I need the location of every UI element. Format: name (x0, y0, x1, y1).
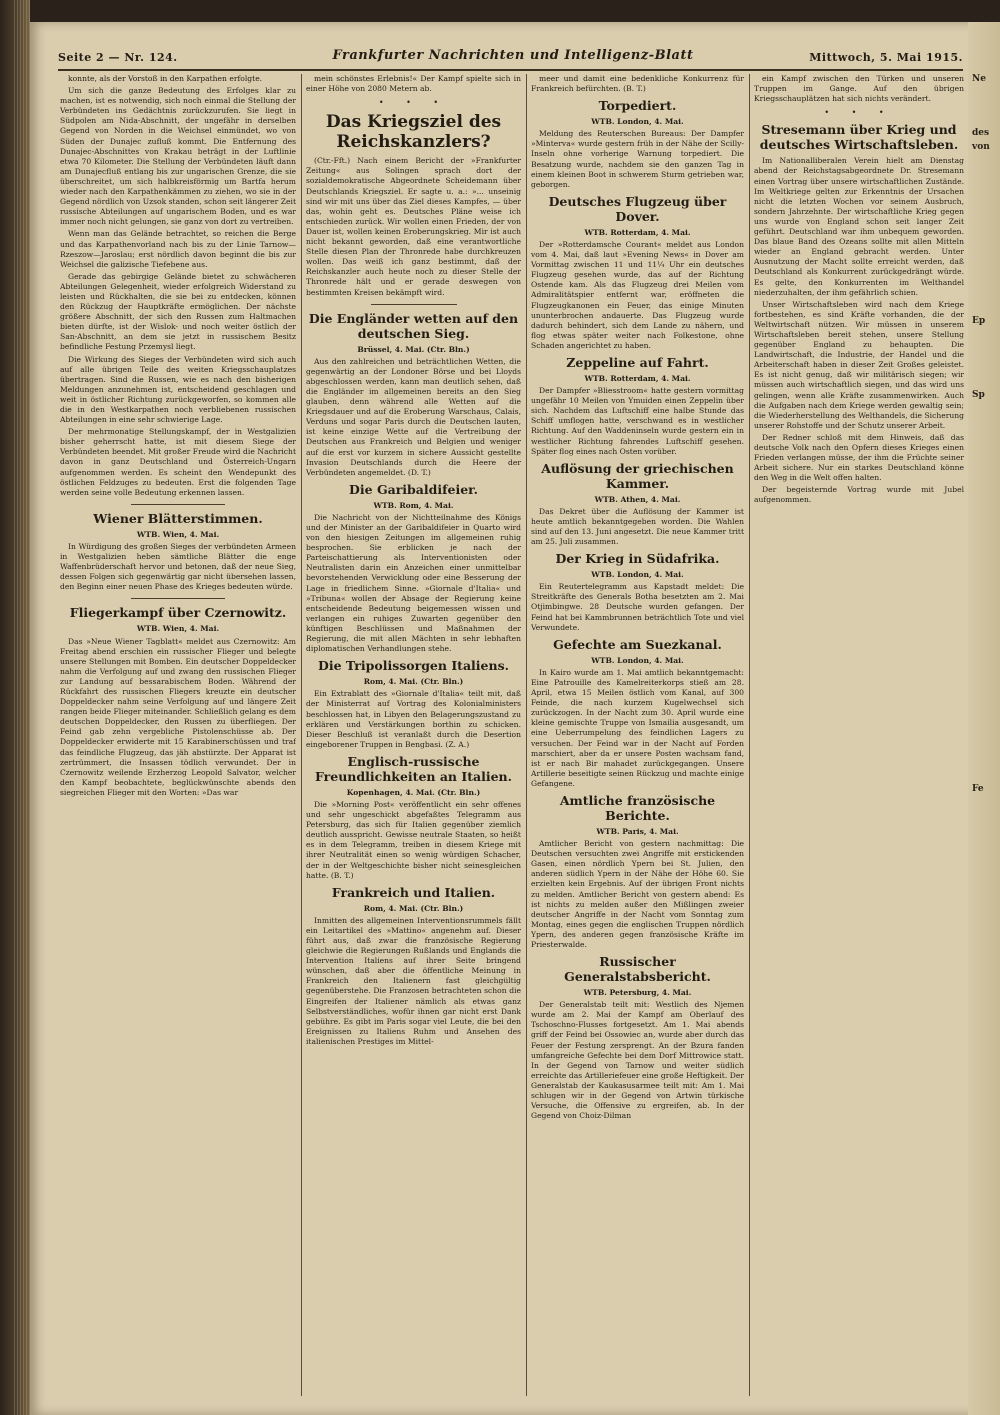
article-headline: Frankreich und Italien. (331, 884, 496, 900)
dateline: WTB. Petersburg, 4. Mai. (583, 988, 692, 998)
article-headline: Torpediert. (598, 98, 677, 114)
column-rule (526, 74, 527, 1396)
paragraph: Der begeisternde Vortrag wurde mit Jubel aufgenommen. (754, 485, 964, 505)
article-headline: Zeppeline auf Fahrt. (566, 354, 709, 370)
paragraph: ein Kampf zwischen den Türken und unseren Truppen im Gange. Auf den übrigen Kriegsschauplätzen hat sich nichts verändert. (754, 74, 964, 104)
edge-fragment: von (972, 142, 990, 152)
column-4 (754, 74, 964, 1394)
dateline: WTB. Rotterdam, 4. Mai. (584, 227, 691, 237)
paragraph: konnte, als der Vorstoß in den Karpathen erfolgte. (68, 74, 263, 83)
article-headline: Die Engländer wetten auf den deutschen Sieg. (308, 310, 519, 341)
paragraph: Amtlicher Bericht von gestern nachmittag: Die Deutschen versuchten zwei Angriffe mit erstickenden Gasen, einen nördlich Ypern bei St. Julien, den anderen südlich Ypern in der Nähe der Höhe 60. Sie erzielten kein Ergebnis. Auf der übrigen Front nichts zu melden. Amtlicher Bericht von gestern abend: Es ist nichts zu melden außer den Mißlingen zweier deutscher Angriffe in der Nacht vom Sonntag zum Montag, eines gegen die englischen Truppen nördlich Ypern, des anderen gegen französische Kräfte im Priesterwalde. (531, 839, 744, 949)
paragraph: Aus den zahlreichen und beträchtlichen Wetten, die gegenwärtig an der Londoner Börse und bei Lloyds abgeschlossen werden, kann man deutlich sehen, daß die Engländer im allgemeinen bereits an den Sieg glauben, denn während alle Wetten auf die Kriegsdauer und auf die Eroberung Warschaus, Calais, Verduns und sogar Paris durch die Deutschen lauten, ist keine einzige Wette auf die Vertreibung der Deutschen aus Frankreich und Belgien und weniger auf die erst vor kurzem in sichere Aussicht gestellte Invasion Deutschlands durch die Heere der Verbündeten angemeldet. (D. T.) (306, 356, 521, 477)
dateline: WTB. Wien, 4. Mai. (136, 529, 220, 539)
paragraph: In Kairo wurde am 1. Mai amtlich bekanntgemacht: Eine Patrouille des Kamelreiterkorps stieß am 28. April, etwa 15 Meilen östlich vom Kanal, auf 300 Feinde, die nach kurzem Kugelwechsel sich zurückzogen. In der Nacht zum 30. April wurde eine kleine gemischte Truppe von Ismailia ausgesandt, um eine Ueberrumpelung des feindlichen Lagers zu versuchen. Der Feind war in der Nacht auf Forden marschiert, aber da er unsere Posten wachsam fand, ist er nach Bir mahadet zurückgegangen. Unsere Artillerie beseitigte seinen Rückzug und machte einige Gefangene. (531, 667, 744, 788)
paragraph: Im Nationalliberalen Verein hielt am Dienstag abend der Reichstagsabgeordnete Dr. Stresemann einen Vortrag über unsere wirtschaftlichen Zustände. Im Weltkriege gelten zur Erkenntnis der Ursachen nicht die letzten Wochen vor seinem Ausbruch, sondern Jahrzehnte. Der wirtschaftliche Krieg gegen uns wurde von England schon seit langer Zeit geführt. Deutschland war ihm unbequem geworden. Das blaue Band des Ozeans sollte mit allen Mitteln wieder an England gebracht werden. Unter Ausnutzung der Macht sollte erreicht werden, daß Deutschland als Konkurrent zurückgedrängt würde. Es gelte, den Konkurrenten im Welthandel niederzuhalten, der ihm gefährlich schien. (754, 156, 964, 297)
paragraph: meer und damit eine bedenkliche Konkurrenz für Frankreich befürchten. (B. T.) (531, 74, 744, 94)
edge-fragment: des (972, 128, 990, 138)
edge-fragment: Sp (972, 390, 985, 400)
article-headline: Die Garibaldifeier. (349, 481, 478, 497)
dateline: WTB. London, 4. Mai. (591, 570, 684, 580)
dateline: WTB. London, 4. Mai. (591, 117, 684, 127)
paragraph: Der Dampfer »Bliesstroom« hatte gestern vormittag ungefähr 10 Meilen von Ymuiden einen Zeppelin über sich. Nachdem das Luftschiff eine halbe Stunde das Schiff umflogen hatte, verschwand es in westlicher Richtung. Auf den Waddeninseln wurde gestern ein in westlicher Richtung fahrendes Luftschiff gesehen. Später flog eines nach Osten vorüber. (531, 386, 744, 456)
paragraph: Das »Neue Wiener Tagblatt« meldet aus Czernowitz: Am Freitag abend erschien ein russischer Flieger und belegte unsere Stellungen mit Bomben. Ein deutscher Doppeldecker nahm die Verfolgung auf und zwang den russischen Flieger zur Landung auf bessarabischem Boden. Während der Rückfahrt des russischen Fliegers kreuzte ein deutscher Doppeldecker nahm seine Verfolgung auf und längere Zeit rangen beide Flieger miteinander. Schließlich gelang es dem deutschen Doppeldecker, den Russen zu überfliegen. Der Feind gab zehn vergebliche Pistolenschüsse ab. Der Doppeldecker erwiderte mit 15 Karabinerschüssen und traf das feindliche Flugzeug, das jäh abstürzte. Der Apparat ist zertrümmert, die Insassen tödlich verwundet. Der in Czernowitz weilende Erzherzog Leopold Salvator, welcher den Kampf beobachtete, beglückwünschte abends den siegreichen Flieger mit den Worten: »Das war (60, 636, 296, 797)
page-header (58, 47, 963, 71)
column-3 (531, 74, 744, 1394)
section-divider (371, 304, 457, 305)
dateline: Kopenhagen, 4. Mai. (Ctr. Bln.) (346, 787, 481, 797)
masthead-title: Frankfurter Nachrichten und Intelligenz-Blatt (332, 48, 694, 63)
article-headline: Englisch-russische Freundlichkeiten an Italien. (315, 753, 512, 784)
article-headline: Die Tripolissorgen Italiens. (318, 658, 509, 674)
edge-fragment: Ne (972, 74, 986, 84)
paragraph: Ein Extrablatt des »Giornale d'Italia« teilt mit, daß der Ministerrat auf Vortrag des Kolonialministers beschlossen hat, in Libyen den Belagerungszustand zu erklären und Verstärkungen borthin zu schicken. Dieser Beschluß ist veranlaßt durch die Desertion eingeborener Truppen in Bengbasi. (Z. A.) (306, 689, 521, 749)
article-headline: Der Krieg in Südafrika. (555, 551, 720, 567)
column-rule (749, 74, 750, 1396)
column-1 (60, 74, 296, 1394)
paragraph: Der »Rotterdamsche Courant« meldet aus London vom 4. Mai, daß laut »Evening News« in Dover am Vormittag zwischen 11 und 11¼ Uhr ein deutsches Flugzeug gesehen wurde, das auf der Richtung Ostende kam. Als das Flugzeug drei Meilen vom Admiralitätspier entfernt war, eröffneten die Flugzeugkanonen ein Feuer, das einige Minuten ununterbrochen andauerte. Das Flugzeug wurde dadurch behindert, sich dem Lande zu nähern, und flog etwas später weiter nach Folkestone, ohne Schaden angerichtet zu haben. (531, 239, 744, 350)
article-headline: Wiener Blätterstimmen. (93, 510, 263, 526)
dateline: WTB. Rom, 4. Mai. (373, 500, 454, 510)
dateline: WTB. Paris, 4. Mai. (596, 826, 679, 836)
dateline: WTB. Athen, 4. Mai. (594, 494, 681, 504)
adjacent-page-edge (968, 22, 1000, 1415)
paragraph: Meldung des Reuterschen Bureaus: Der Dampfer »Minterva« wurde gestern früh in der Nähe der Scilly-Inseln ohne vorherige Warnung torpediert. Die Besatzung wurde, nachdem sie den ganzen Tag in einem kleinen Boot in schwerem Sturm getrieben war, geborgen. (531, 129, 744, 189)
edge-fragment: Fe (972, 784, 984, 794)
dateline: WTB. Wien, 4. Mai. (136, 624, 220, 634)
dateline: WTB. Rotterdam, 4. Mai. (584, 373, 691, 383)
book-spine (0, 0, 30, 1415)
paragraph: Um sich die ganze Bedeutung des Erfolges klar zu machen, ist es notwendig, sich noch einmal die Stellung der Verbündeten ins Gedächtnis zurückzurufen. Sie liegt in Südpolen am Nida-Abschnitt, der ungefähr in derselben Gegend von Norden in die Weichsel einmündet, wo von Süden der Dunajec zufluß kommt. Die Entfernung des Dunajec-Abschnittes von Krakau beträgt in der Luftlinie etwa 70 Kilometer. Die Stellung der Verbündeten läuft dann am Dunajecfluß entlang bis zur ungarischen Grenze, die sie überschreitet, um sich halbkreisförmig um Bartfa herum wieder nach den Karpathenkämmen zu ziehen, wo sie in der Gegend nördlich von Uzsok standen, schon seit längerer Zeit russische Abteilungen auf ungarischem Boden, und es war immer noch nicht gelungen, sie ganz von dort zu vertreiben. (60, 86, 296, 227)
dateline: Brüssel, 4. Mai. (Ctr. Bln.) (357, 344, 470, 354)
paragraph: Unser Wirtschaftsleben wird nach dem Kriege fortbestehen, es sind Kräfte vorhanden, die der Weltwirtschaft nützen. Wir müssen in unserem Wirtschaftsleben bereit stehen, unsere Stellung gegenüber England zu behaupten. Die Landwirtschaft, die Industrie, der Handel und die Arbeiterschaft haben in dieser Zeit Großes geleistet. Es ist nicht genug, daß wir militärisch siegen; wir müssen auch wirtschaftlich siegen, und das wird uns gelingen, wenn alle Kräfte zusammenwirken. Auch die Aufgaben nach dem Kriege werden gewaltig sein; die Wiederherstellung des Welthandels, die Sicherung unserer Rohstoffe und der Schutz unserer Arbeit. (754, 299, 964, 430)
article-headline: Russischer Generalstabsbericht. (564, 954, 711, 985)
article-headline: Fliegerkampf über Czernowitz. (69, 605, 287, 621)
edge-fragment: Ep (972, 316, 986, 326)
paragraph: Ein Reutertelegramm aus Kapstadt meldet: Die Streitkräfte des Generals Botha besetzten am 2. Mai Otjimbingwe. 28 Deutsche wurden gefangen. Der Feind hat bei Kammbrunnen beträchtlich Tote und viel Verwundete. (531, 582, 744, 632)
section-divider (131, 598, 225, 599)
paragraph: Wenn man das Gelände betrachtet, so reichen die Berge und das Karpathenvorland nach bis zu der Linie Tarnow—Rzeszow—Jaroslau; erst nördlich davon beginnt die bis zur Weichsel die galizische Tiefebene aus. (60, 229, 296, 269)
dateline: WTB. London, 4. Mai. (591, 655, 684, 665)
article-headline: Deutsches Flugzeug über Dover. (548, 193, 727, 224)
paragraph: (Ctr.-Fft.) Nach einem Bericht der »Frankfurter Zeitung« aus Solingen sprach dort der sozialdemokratische Abgeordnete Scheidemann über Deutschlands Kriegsziel. Er sagte u. a.: »... unseinig sind wir mit uns über das Ziel dieses Kampfes, — über das, wohin geht es. Deutsches Pläne weise ich entschieden zurück. Wir wollen einen Frieden, der von Dauer ist, wollen keinen Eroberungskrieg. Mir ist auch nicht bekannt geworden, daß eine verantwortliche Stelle diesen Plan der Thronrede habe durchkreuzen wollen. Das weiß ich ganz bestimmt, daß der Reichskanzler auch heute noch zu dieser Stelle der Thronrede hält und er gerade deswegen von bestimmten Kreisen bekämpft wird. (306, 156, 521, 297)
dateline: Rom, 4. Mai. (Ctr. Bln.) (363, 677, 464, 687)
article-headline: Auflösung der griechischen Kammer. (541, 460, 734, 491)
paragraph: Die Wirkung des Sieges der Verbündeten wird sich auch auf alle übrigen Teile des weiten Kriegsschauplatzes übertragen. Sind die Russen, wie es nach den bisherigen Meldungen anzunehmen ist, entscheidend geschlagen und weit in östlicher Richtung zurückgeworfen, so kommen alle die in den Westkarpathen noch verbliebenen russischen Abteilungen in eine sehr schwierige Lage. (60, 354, 296, 425)
page-edges (14, 0, 30, 1415)
article-headline: Gefechte am Suezkanal. (553, 636, 722, 652)
paragraph: Inmitten des allgemeinen Interventionsrummels fällt ein Leitartikel des »Mattino« angenehm auf. Dieser führt aus, daß zwar die französische Regierung gleichwie die Regierungen Rußlands und Englands die Intervention Italiens auf ihrer Seite bringend wünschen, daß aber die öffentliche Meinung in Frankreich den Italienern fast gleichgültig gegenüberstehe. Die Franzosen betrachteten schon die Eingreifen der Italiener nämlich als etwas ganz Selbstverständliches, wofür ihnen gar nicht erst Dank gebühre. Es gibt im Paris sogar viel Leute, die bei den Ereignissen zu Italiens Ruhm und Ansehen des italienischen Prestiges im Mittel- (306, 915, 521, 1046)
paragraph: Der mehrmonatige Stellungskampf, der in Westgalizien bisher geherrscht hatte, ist mit diesem Siege der Verbündeten beendet. Mit großer Freude wird die Nachricht davon in ganz Deutschland und Österreich-Ungarn aufgenommen werden. Es scheint den Wendepunkt des östlichen Feldzuges zu bedeuten. Erst die folgenden Tage werden seine volle Bedeutung erkennen lassen. (60, 427, 296, 497)
paragraph: Der Generalstab teilt mit: Westlich des Njemen wurde am 2. Mai der Kampf am Oberlauf des Tschoschno-Flusses fortgesetzt. Am 1. Mai abends griff der Feind bei Ossowiec an, wurde aber durch das Feuer der Festung zersprengt. An der Bzura fanden umfangreiche Gefechte bei dem Dorf Mittrowice statt. In der Gegend von Tarnow und weiter südlich erreichte das Artilleriefeuer eine große Heftigkeit. Der Generalstab der Kaukasusarmee teilt mit: Am 1. Mai schlugen wir in der Gegend von Artwin türkische Versuche, die Offensive zu ergreifen, ab. In der Gegend von Choiz-Dilman (531, 1000, 744, 1121)
dateline: Rom, 4. Mai. (Ctr. Bln.) (363, 903, 464, 913)
paragraph: Die »Morning Post« veröffentlicht ein sehr offenes und sehr ungeschickt abgefaßtes Telegramm aus Petersburg, das sich für Italien gegenüber ziemlich deutlich ausspricht. Gewisse neutrale Staaten, so heißt es in dem Telegramm, treiben in diesem Kriege mit ihrer Neutralität einen so wenig würdigen Schacher, der in der Weltgeschichte bisher nicht seinesgleichen hatte. (B. T.) (306, 799, 521, 880)
ornament-stars: • • • (378, 98, 449, 108)
paragraph: Gerade das gebirgige Gelände bietet zu schwächeren Abteilungen Gelegenheit, wieder erfolgreich Widerstand zu leisten und Rückhalten, die sie bei zu entdecken, können den Rückzug der Hauptkräfte ermöglichen. Der nächste größere Abschnitt, der sich den Russen zum Haltmachen bieten dürfte, ist der Wislok- und noch weiter östlich der San-Abschnitt, an dem sie jetzt in russischem Besitz befindliche Festung Przemysl liegt. (60, 271, 296, 352)
paragraph: Der Redner schloß mit dem Hinweis, daß das deutsche Volk nach den Opfern dieses Krieges einen Frieden verlangen müsse, der ihm die Früchte seiner Arbeit sichere. Nur ein starkes Deutschland könne den Weg in die Welt offen halten. (754, 432, 964, 483)
paragraph: mein schönstes Erlebnis!« Der Kampf spielte sich in einer Höhe von 2080 Metern ab. (306, 74, 521, 94)
article-headline: Stresemann über Krieg und deutsches Wirtschaftsleben. (759, 122, 959, 153)
article-headline: Amtliche französische Berichte. (559, 792, 716, 823)
page-number: Seite 2 — Nr. 124. (58, 51, 178, 64)
column-rule (301, 74, 302, 1396)
section-divider (131, 504, 225, 505)
paragraph: In Würdigung des großen Sieges der verbündeten Armeen in Westgalizien heben sämtliche Blätter die enge Waffenbrüderschaft hervor und betonen, daß der neue Sieg, dessen Folgen sich gegenwärtig gar nicht übersehen lassen, den Beginn einer neuen Phase des Krieges bedeuten würde. (60, 541, 296, 592)
paragraph: Das Dekret über die Auflösung der Kammer ist heute amtlich bekanntgegeben worden. Die Wahlen sind auf den 13. Juni angesetzt. Die neue Kammer tritt am 25. Juli zusammen. (531, 506, 744, 547)
article-headline: Das Kriegsziel des Reichskanzlers? (325, 112, 502, 153)
issue-date: Mittwoch, 5. Mai 1915. (809, 51, 963, 64)
ornament-stars: • • • (824, 108, 894, 118)
paragraph: Die Nachricht von der Nichtteilnahme des Königs und der Minister an der Garibaldifeier in Quarto wird von den hiesigen Zeitungen im allgemeinen ruhig besprochen. Sie erblicken je nach der Parteischattierung als Interventionisten oder Neutralisten darin ein Anzeichen einer unmittelbar bevorstehenden Verwicklung oder eine Besserung der Lage in friedlichem Sinne. »Giornale d'Italia« und »Tribuna« wollen der Absage der Regierung keine entscheidende Bedeutung beigemessen wissen und verlangen ein ruhiges Zuwarten gegenüber den künftigen Beschlüssen und Maßnahmen der Regierung, die mit allen Mächten in sehr lebhaften diplomatischen Verhandlungen stehe. (306, 512, 521, 654)
column-2 (306, 74, 521, 1394)
